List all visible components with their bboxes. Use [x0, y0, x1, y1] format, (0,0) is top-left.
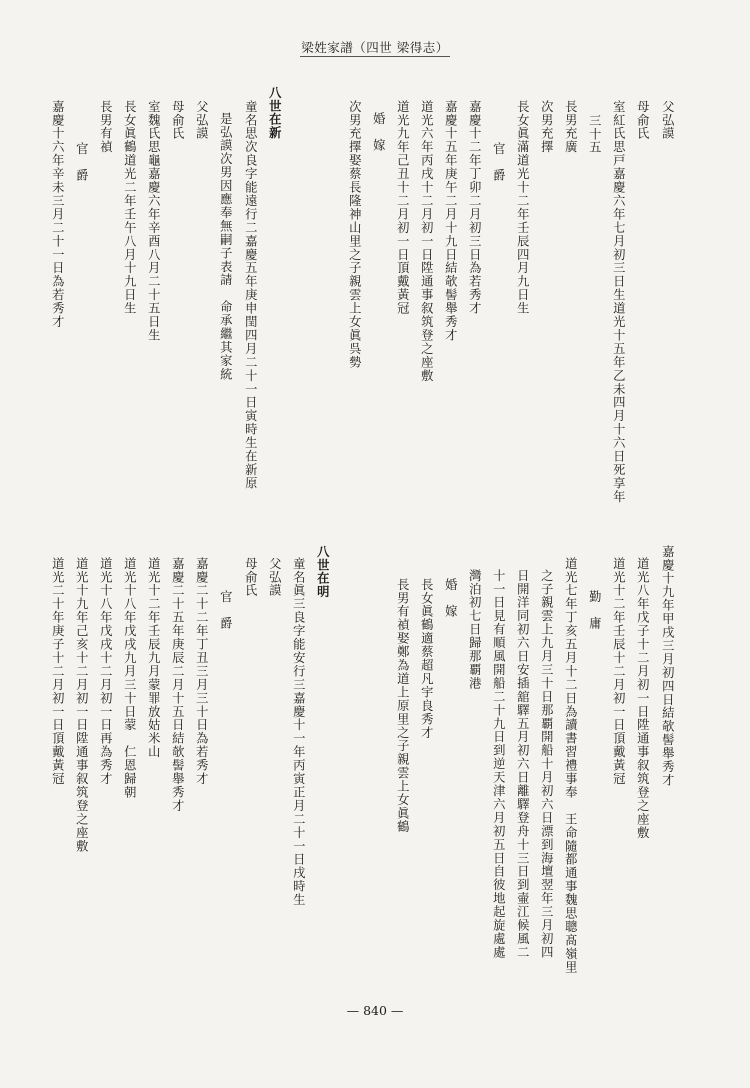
header-rule — [300, 56, 450, 57]
lower-col-1: 嘉慶十九年甲戌三月初四日結欹髻舉秀才 — [660, 545, 675, 788]
lower-col-4: 勤 庸 — [587, 590, 602, 631]
lower-col-19: 嘉慶二十五年庚辰二月十五日結欹髻舉秀才 — [170, 557, 185, 813]
lower-col-12: 長男有禎娶鄭為道上原里之子親雲上女眞鶴 — [395, 578, 410, 834]
upper-col-16: 童名思次良字能遠行二嘉慶五年庚申閏四月二十一日寅時生在新原 — [243, 100, 258, 491]
upper-col-8: 官 爵 — [491, 142, 506, 183]
lower-col-5: 道光七年丁亥五月十二日為讀書習禮事奉 王命隨都通事魏思聰髙嶺里 — [563, 557, 578, 974]
lower-col-10: 婚 嫁 — [443, 578, 458, 619]
upper-col-15-section-title: 八世在新 — [267, 86, 283, 140]
lower-col-13-section-title: 八世在明 — [315, 545, 331, 599]
upper-col-3: 室紅氏思戸嘉慶六年七月初三日生道光十五年乙未四月十六日死享年 — [611, 100, 626, 504]
upper-col-18: 父弘謨 — [194, 100, 209, 141]
upper-col-22: 長男有禎 — [98, 100, 113, 154]
upper-col-19: 母俞氏 — [170, 100, 185, 141]
upper-col-5: 長男充廣 — [563, 100, 578, 154]
upper-col-10: 嘉慶十五年庚午二月十九日結欹髻舉秀才 — [443, 100, 458, 343]
page-number: — 840 — — [346, 1003, 404, 1018]
upper-col-11: 道光六年丙戌十二月初一日陞通事叙筑登之座敷 — [419, 100, 434, 383]
lower-col-15: 父弘謨 — [267, 557, 282, 598]
page-header-text: 梁姓家譜（四世 梁得志） — [301, 40, 449, 55]
lower-col-6: 之子親雲上九月三十日那覇開船十月初六日漂到海壇翌年三月初四 — [539, 569, 554, 960]
lower-col-9: 灣泊初七日歸那覇港 — [467, 569, 482, 691]
lower-col-17: 官 爵 — [218, 590, 233, 631]
upper-col-2: 母俞氏 — [635, 100, 650, 141]
lower-col-18: 嘉慶二十二年丁丑三月三十日為若秀才 — [194, 557, 209, 786]
upper-col-1: 父弘謨 — [660, 100, 675, 141]
lower-col-24: 道光二十年庚子十二月初一日頂戴黃冠 — [50, 557, 65, 786]
upper-col-7: 長女眞滿道光十二年壬辰四月九日生 — [515, 100, 530, 316]
lower-col-7: 日開洋同初六日安插舘驛五月初六日離驛登舟十三日到壷江候風二 — [515, 569, 530, 960]
page-header — [0, 38, 750, 56]
upper-col-21: 長女眞鶴道光二年壬午八月十九日生 — [122, 100, 137, 316]
lower-col-22: 道光十八年戊戌十二月初一日再為秀才 — [98, 557, 113, 786]
lower-col-11: 長女眞鶴適蔡超凡宇良秀才 — [419, 578, 434, 740]
upper-col-23: 官 爵 — [74, 142, 89, 183]
upper-col-14: 次男充擇娶蔡長隆神山里之子親雲上女眞呉勢 — [347, 100, 362, 369]
upper-col-13: 婚 嫁 — [371, 112, 386, 153]
upper-col-12: 道光九年己丑十二月初一日頂戴黃冠 — [395, 100, 410, 316]
lower-col-23: 道光十九年己亥十二月初一日陞通事叙筑登之座敷 — [74, 557, 89, 853]
lower-col-20: 道光十二年壬辰九月蒙罪放姑米山 — [146, 557, 161, 759]
upper-col-9: 嘉慶十二年丁卯二月初三日為若秀才 — [467, 100, 482, 316]
lower-col-8: 十一日見有順風開船二十九日到逆天津六月初五日自彼地起旋處處 — [491, 569, 506, 960]
upper-col-20: 室魏氏思龜嘉慶六年辛酉八月二十五日生 — [146, 100, 161, 343]
lower-col-3: 道光十二年壬辰十二月初一日頂戴黃冠 — [611, 557, 626, 786]
upper-col-17: 是弘謨次男因應奉無嗣子表請 命承繼其家統 — [218, 112, 233, 381]
lower-col-16: 母俞氏 — [243, 557, 258, 598]
upper-col-6: 次男充擇 — [539, 100, 554, 154]
lower-col-21: 道光十八年戊戌九月三十日蒙 仁恩歸朝 — [122, 557, 137, 800]
upper-col-24: 嘉慶十六年辛未三月二十一日為若秀才 — [50, 100, 65, 329]
upper-col-4: 三十五 — [587, 114, 602, 155]
lower-col-2: 道光八年戊子十二月初一日陞通事叙筑登之座敷 — [635, 557, 650, 840]
lower-col-14: 童名眞三良字能安行三嘉慶十一年丙寅正月二十一日戌時生 — [291, 557, 306, 907]
